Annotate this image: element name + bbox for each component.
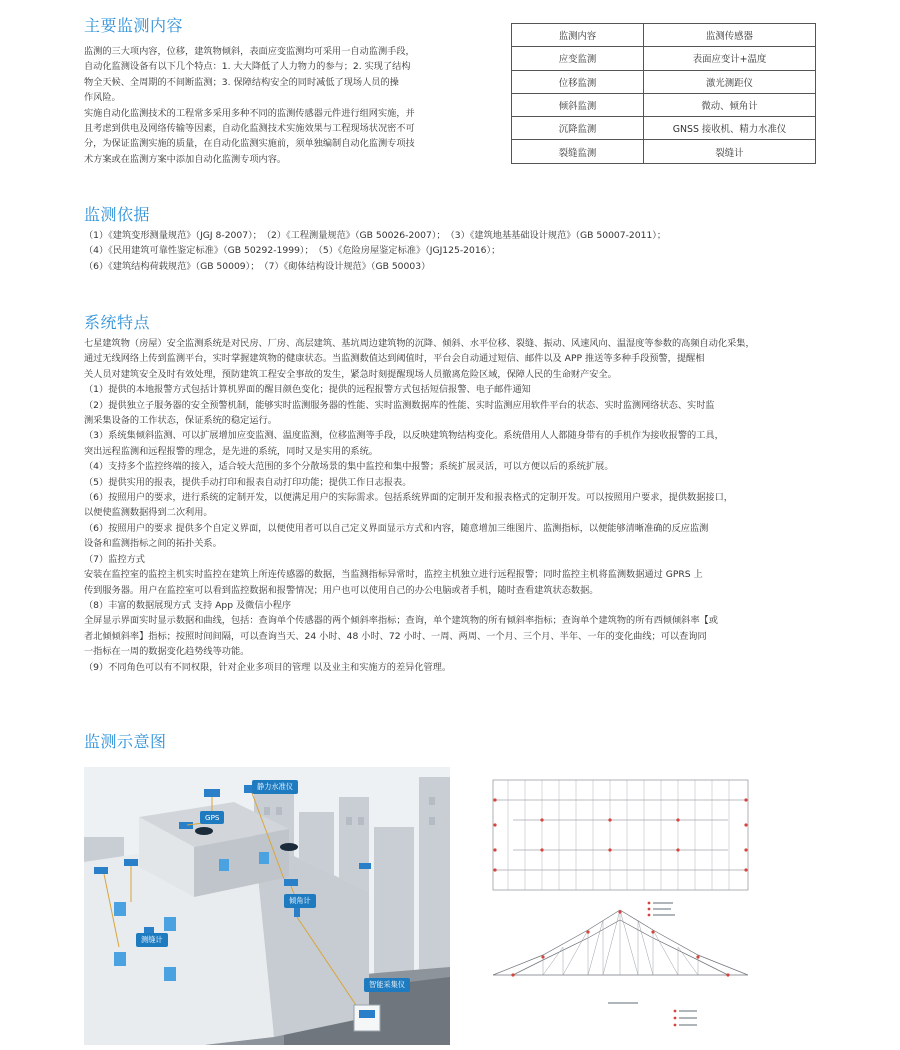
text-line: （7）监控方式 — [84, 553, 145, 565]
text-line: 分，为保证监测实施的质量，在自动化监测实施前，须单独编制自动化监测专项技 — [84, 138, 415, 150]
structure-plan-drawing — [483, 770, 758, 1042]
section-title-diagram: 监测示意图 — [84, 732, 167, 751]
text-line: （4）《民用建筑可靠性鉴定标准》（GB 50292-1999）； （5）《危险房屋鉴定标准》（JGJ125-2016）； — [84, 245, 501, 257]
text-line: （5）提供实用的报表，提供手动打印和报表自动打印功能；提供工作日志报表。 — [84, 476, 412, 488]
table-row — [512, 140, 816, 163]
table-cell: 裂缝计 — [644, 140, 816, 163]
text-line: 物全天候、全周期的不间断监测；3. 保障结构安全的同时减低了现场人员的操 — [84, 76, 399, 88]
table-row — [512, 93, 816, 116]
section-title-features: 系统特点 — [84, 313, 151, 332]
table-cell: 表面应变计+温度 — [644, 47, 816, 70]
table-cell: 监测传感器 — [644, 24, 816, 47]
table-cell: 监测内容 — [512, 24, 644, 47]
label-crack-meter: 测缝计 — [136, 933, 168, 947]
label-collector: 智能采集仪 — [364, 978, 410, 992]
text-line: 实施自动化监测技术的工程常多采用多种不同的监测传感器元件进行组网实施，并 — [84, 107, 415, 119]
text-line: （8）丰富的数据展现方式 支持 App 及微信小程序 — [84, 599, 292, 611]
table-row — [512, 24, 816, 47]
text-line: 突出远程监测和远程报警的理念，是先进的系统，同时又是实用的系统。 — [84, 445, 378, 457]
text-line: 设备和监测指标之间的拓扑关系。 — [84, 538, 222, 550]
text-line: （6）按照用户的要求 提供多个自定义界面，以便使用者可以自己定义界面显示方式和内容，随意增加三维图片、监测指标，以便能够清晰准确的反应监测 — [84, 522, 709, 534]
basis-list — [84, 228, 844, 274]
text-line: 术方案或在监测方案中添加自动化监测专项内容。 — [84, 153, 287, 165]
table-row — [512, 70, 816, 93]
text-line: 作风险。 — [84, 92, 121, 104]
table-cell: 裂缝监测 — [512, 140, 644, 163]
table-cell: GNSS 接收机、精力水准仪 — [644, 117, 816, 140]
text-line: （3）系统集倾斜监测、可以扩展增加应变监测、温度监测，位移监测等手段，以反映建筑物结构变化。系统借用人人都随身带有的手机作为接收报警的工具， — [84, 430, 724, 442]
label-gps: GPS — [200, 811, 224, 824]
text-line: 且考虑到供电及网络传输等因素，自动化监测技术实施效果与工程现场状况密不可 — [84, 123, 415, 135]
features-paragraph — [84, 336, 816, 675]
text-line: （6）《建筑结构荷载规范》（GB 50009）； （7）《砌体结构设计规范》（GB 50003） — [84, 260, 431, 272]
text-line: 自动化监测设备有以下几个特点：1. 大大降低了人力物力的参与；2. 实现了结构 — [84, 61, 411, 73]
text-line: 七星建筑物（房屋）安全监测系统是对民房、厂房、高层建筑、基坑周边建筑物的沉降、倾斜、水平位移、裂缝、振动、风速风向、温湿度等参数的高频自动化采集， — [84, 338, 755, 349]
text-line: 测采集设备的工作状态，保证系统的稳定运行。 — [84, 415, 277, 427]
label-tilt-meter: 倾角计 — [284, 894, 316, 908]
table-cell: 位移监测 — [512, 70, 644, 93]
main-content-paragraph — [84, 44, 476, 167]
section-title-main-content: 主要监测内容 — [84, 16, 184, 35]
text-line: （4）支持多个监控终端的接入，适合较大范围的多个分散场景的集中监控和集中报警；系统扩展灵活，可以方便以后的系统扩展。 — [84, 461, 614, 473]
label-level-gauge: 静力水准仪 — [252, 780, 298, 794]
text-line: （2）提供独立子服务器的安全预警机制，能够实时监测服务器的性能、实时监测数据库的性能、实时监测应用软件平台的状态、实时监测网络状态、实时监 — [84, 399, 715, 411]
illustration-graphic — [84, 767, 450, 1045]
text-line: 以便使监测数据得到二次利用。 — [84, 507, 213, 519]
text-line: 关人员对建筑安全及时有效处理，预防建筑工程安全事故的发生，紧急时刻提醒现场人员撤离危险区域，保障人民的生命财产安全。 — [84, 368, 617, 380]
text-line: 监测的三大项内容，位移，建筑物倾斜，表面应变监测均可采用一自动监测手段， — [84, 46, 415, 57]
table-cell: 倾斜监测 — [512, 93, 644, 116]
building-monitoring-illustration — [84, 767, 450, 1045]
text-line: 通过无线网络上传到监测平台，实时掌握建筑物的健康状态。当监测数值达到阈值时，平台会自动通过短信、邮件以及 APP 推送等多种手段预警，提醒相 — [84, 353, 705, 365]
table-row — [512, 117, 816, 140]
text-line: 全屏显示界面实时显示数据和曲线，包括：查询单个传感器的两个倾斜率指标；查询，单个建筑物的所有倾斜率指标；查询单个建筑物的所有西倾倾斜率【或 — [84, 615, 718, 627]
table-cell: 微动、倾角计 — [644, 93, 816, 116]
table-cell: 激光测距仪 — [644, 70, 816, 93]
text-line: （1）提供的本地报警方式包括计算机界面的醒目颜色变化；提供的远程报警方式包括短信报警、电子邮件通知 — [84, 384, 531, 396]
text-line: 者北倾倾斜率】指标；按照时间间隔，可以查询当天、24 小时、48 小时、72 小时、一周、两周、一个月、三个月、半年、一年的变化曲线；可以查询同 — [84, 630, 707, 642]
plan-graphic — [483, 770, 758, 1042]
section-title-basis: 监测依据 — [84, 205, 151, 224]
table-cell: 沉降监测 — [512, 117, 644, 140]
text-line: （6）按照用户的要求，进行系统的定制开发，以便满足用户的实际需求。包括系统界面的定制开发和报表格式的定制开发。可以按照用户要求，提供数据接口， — [84, 492, 733, 504]
table-cell: 应变监测 — [512, 47, 644, 70]
text-line: 一指标在一周的数据变化趋势线等功能。 — [84, 646, 250, 658]
monitoring-table — [511, 23, 816, 164]
text-line: （9）不同角色可以有不同权限，针对企业多项目的管理 以及业主和实施方的差异化管理。 — [84, 661, 452, 673]
text-line: 安装在监控室的监控主机实时监控在建筑上所连传感器的数据，当监测指标异常时，监控主机独立进行远程报警；同时监控主机将监测数据通过 GPRS 上 — [84, 569, 703, 581]
text-line: （1）《建筑变形测量规范》（JGJ 8-2007）； （2）《工程测量规范》（GB 50026-2007）； （3）《建筑地基基础设计规范》（GB 50007-2011）； — [84, 230, 667, 241]
table-row — [512, 47, 816, 70]
text-line: 传到服务器。用户在监控室可以看到监控数据和报警情况；用户也可以使用自己的办公电脑或者手机，随时查看建筑状态数据。 — [84, 584, 599, 596]
